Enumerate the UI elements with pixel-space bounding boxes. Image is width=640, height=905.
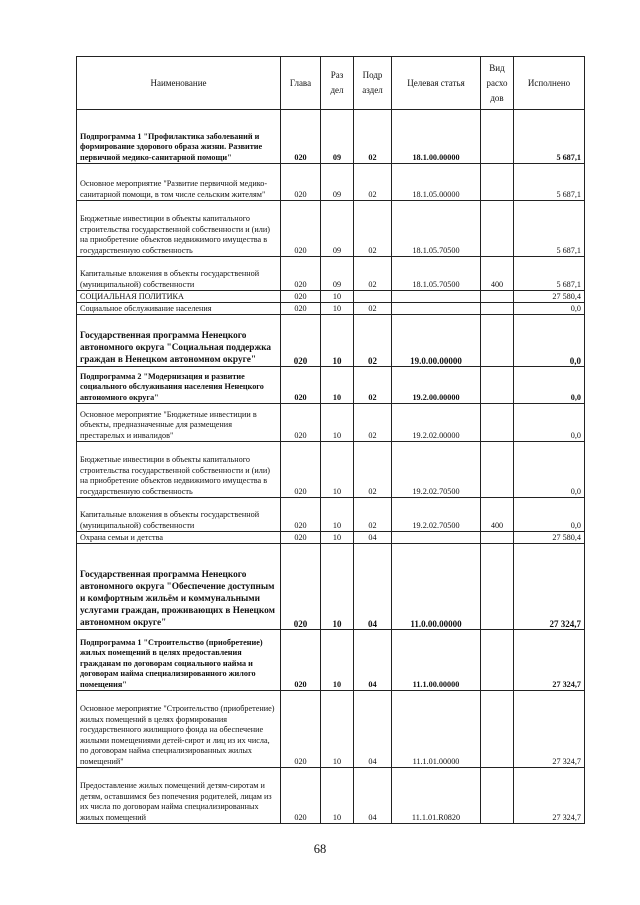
- header-chapter: Глава: [281, 57, 321, 110]
- row-name: Капитальные вложения в объекты государственной (муниципальной) собственности: [77, 498, 281, 532]
- row-chapter: 020: [281, 367, 321, 404]
- row-target: 19.2.02.70500: [392, 498, 481, 532]
- row-expense-type: [481, 303, 514, 315]
- row-executed: 27 580,4: [514, 532, 585, 544]
- row-chapter: 020: [281, 315, 321, 367]
- row-target: 19.2.02.00000: [392, 404, 481, 442]
- row-target: [392, 303, 481, 315]
- table-row: [77, 544, 585, 630]
- row-chapter: 020: [281, 291, 321, 303]
- row-executed: 27 324,7: [514, 768, 585, 824]
- row-target: [392, 532, 481, 544]
- row-section: 10: [321, 315, 354, 367]
- row-name: Предоставление жилых помещений детям-сиротам и детям, оставшимся без попечения родителей, лицам из их числа по договорам найма специализированных жилых помещений: [77, 768, 281, 824]
- row-section: 10: [321, 367, 354, 404]
- row-section: 10: [321, 498, 354, 532]
- row-target: 19.2.02.70500: [392, 442, 481, 498]
- table-row: [77, 315, 585, 367]
- row-executed: 0,0: [514, 315, 585, 367]
- row-chapter: 020: [281, 404, 321, 442]
- row-target: 18.1.05.70500: [392, 201, 481, 257]
- row-executed: 5 687,1: [514, 110, 585, 164]
- table-row: [77, 291, 585, 303]
- row-subsection: 02: [354, 498, 392, 532]
- table-row: [77, 691, 585, 768]
- row-subsection: 02: [354, 303, 392, 315]
- row-subsection: 02: [354, 367, 392, 404]
- row-target: 11.1.01.00000: [392, 691, 481, 768]
- table-row: [77, 498, 585, 532]
- header-row: [77, 57, 585, 110]
- row-subsection: 04: [354, 691, 392, 768]
- row-name: Государственная программа Ненецкого автономного округа "Обеспечение доступным и комфортным жильём и коммунальными услугами граждан, проживающих в Ненецком автономном округе": [77, 544, 281, 630]
- row-chapter: 020: [281, 164, 321, 201]
- row-section: 10: [321, 532, 354, 544]
- row-target: 11.0.00.00000: [392, 544, 481, 630]
- row-expense-type: [481, 164, 514, 201]
- table-row: [77, 303, 585, 315]
- table-row: [77, 201, 585, 257]
- row-name: СОЦИАЛЬНАЯ ПОЛИТИКА: [77, 291, 281, 303]
- row-target: 11.1.00.00000: [392, 630, 481, 691]
- row-expense-type: 400: [481, 498, 514, 532]
- row-executed: 27 324,7: [514, 630, 585, 691]
- row-expense-type: [481, 291, 514, 303]
- row-target: 19.2.00.00000: [392, 367, 481, 404]
- table-row: [77, 442, 585, 498]
- row-target: 18.1.05.70500: [392, 257, 481, 291]
- row-chapter: 020: [281, 303, 321, 315]
- row-subsection: 02: [354, 442, 392, 498]
- row-chapter: 020: [281, 768, 321, 824]
- table-row: [77, 630, 585, 691]
- row-executed: 0,0: [514, 303, 585, 315]
- row-target: 18.1.00.00000: [392, 110, 481, 164]
- row-executed: 0,0: [514, 442, 585, 498]
- row-expense-type: [481, 315, 514, 367]
- row-chapter: 020: [281, 498, 321, 532]
- row-expense-type: [481, 630, 514, 691]
- row-name: Бюджетные инвестиции в объекты капитального строительства государственной собственности и (или) на приобретение объектов недвижимого имущества в государственную собственность: [77, 442, 281, 498]
- row-executed: 5 687,1: [514, 201, 585, 257]
- row-expense-type: [481, 201, 514, 257]
- row-subsection: 02: [354, 164, 392, 201]
- row-subsection: 04: [354, 768, 392, 824]
- row-section: 09: [321, 164, 354, 201]
- row-executed: 0,0: [514, 498, 585, 532]
- row-chapter: 020: [281, 544, 321, 630]
- row-section: 09: [321, 201, 354, 257]
- row-subsection: 04: [354, 630, 392, 691]
- row-subsection: 04: [354, 532, 392, 544]
- row-name: Бюджетные инвестиции в объекты капитального строительства государственной собственности и (или) на приобретение объектов недвижимого имущества в государственную собственность: [77, 201, 281, 257]
- row-chapter: 020: [281, 630, 321, 691]
- table-row: [77, 110, 585, 164]
- row-target: 19.0.00.00000: [392, 315, 481, 367]
- page-number: 68: [313, 842, 327, 856]
- row-expense-type: [481, 544, 514, 630]
- header-executed: Исполнено: [514, 57, 585, 110]
- row-name: Основное мероприятие "Развитие первичной медико-санитарной помощи, в том числе сельским жителям": [77, 164, 281, 201]
- row-executed: 0,0: [514, 367, 585, 404]
- table-row: [77, 532, 585, 544]
- row-target: 18.1.05.00000: [392, 164, 481, 201]
- row-subsection: 04: [354, 544, 392, 630]
- row-chapter: 020: [281, 201, 321, 257]
- row-expense-type: [481, 442, 514, 498]
- row-executed: 5 687,1: [514, 257, 585, 291]
- row-expense-type: 400: [481, 257, 514, 291]
- row-executed: 27 580,4: [514, 291, 585, 303]
- budget-execution-table: [76, 56, 585, 824]
- row-expense-type: [481, 367, 514, 404]
- header-name: Наименование: [77, 57, 281, 110]
- table-row: [77, 404, 585, 442]
- row-chapter: 020: [281, 442, 321, 498]
- table-row: [77, 367, 585, 404]
- row-executed: 27 324,7: [514, 691, 585, 768]
- row-name: Основное мероприятие "Строительство (приобретение) жилых помещений в целях формирования государственного жилищного фонда на обеспечение жилыми помещениями детей-сирот и лиц из их числа, по договорам найма специализированных жилых помещений": [77, 691, 281, 768]
- row-section: 10: [321, 303, 354, 315]
- row-section: 10: [321, 404, 354, 442]
- row-section: 10: [321, 630, 354, 691]
- header-section: Раз дел: [321, 57, 354, 110]
- row-executed: 27 324,7: [514, 544, 585, 630]
- row-chapter: 020: [281, 110, 321, 164]
- row-chapter: 020: [281, 691, 321, 768]
- row-name: Капитальные вложения в объекты государственной (муниципальной) собственности: [77, 257, 281, 291]
- row-section: 09: [321, 257, 354, 291]
- row-expense-type: [481, 532, 514, 544]
- row-executed: 0,0: [514, 404, 585, 442]
- row-section: 10: [321, 768, 354, 824]
- row-expense-type: [481, 404, 514, 442]
- row-section: 09: [321, 110, 354, 164]
- row-executed: 5 687,1: [514, 164, 585, 201]
- row-subsection: [354, 291, 392, 303]
- row-name: Государственная программа Ненецкого автономного округа "Социальная поддержка граждан в Ненецком автономном округе": [77, 315, 281, 367]
- header-expense-type: Вид расхо дов: [481, 57, 514, 110]
- row-expense-type: [481, 768, 514, 824]
- row-subsection: 02: [354, 201, 392, 257]
- row-chapter: 020: [281, 257, 321, 291]
- row-subsection: 02: [354, 315, 392, 367]
- table-row: [77, 164, 585, 201]
- row-name: Охрана семьи и детства: [77, 532, 281, 544]
- row-target: [392, 291, 481, 303]
- row-name: Подпрограмма 2 "Модернизация и развитие социального обслуживания населения Ненецкого автономного округа": [77, 367, 281, 404]
- table-row: [77, 257, 585, 291]
- header-target: Целевая статья: [392, 57, 481, 110]
- row-name: Подпрограмма 1 "Строительство (приобретение) жилых помещений в целях предоставления гражданам по договорам социального найма и договорам найма специализированного жилого помещения": [77, 630, 281, 691]
- row-name: Подпрограмма 1 "Профилактика заболеваний и формирование здорового образа жизни. Развитие первичной медико-санитарной помощи": [77, 110, 281, 164]
- row-expense-type: [481, 110, 514, 164]
- row-section: 10: [321, 544, 354, 630]
- row-subsection: 02: [354, 257, 392, 291]
- table-row: [77, 768, 585, 824]
- row-chapter: 020: [281, 532, 321, 544]
- row-subsection: 02: [354, 404, 392, 442]
- row-subsection: 02: [354, 110, 392, 164]
- header-subsection: Подр аздел: [354, 57, 392, 110]
- row-section: 10: [321, 442, 354, 498]
- row-target: 11.1.01.R0820: [392, 768, 481, 824]
- row-section: 10: [321, 691, 354, 768]
- row-name: Основное мероприятие "Бюджетные инвестиции в объекты, предназначенные для размещения престарелых и инвалидов": [77, 404, 281, 442]
- row-name: Социальное обслуживание населения: [77, 303, 281, 315]
- row-section: 10: [321, 291, 354, 303]
- row-expense-type: [481, 691, 514, 768]
